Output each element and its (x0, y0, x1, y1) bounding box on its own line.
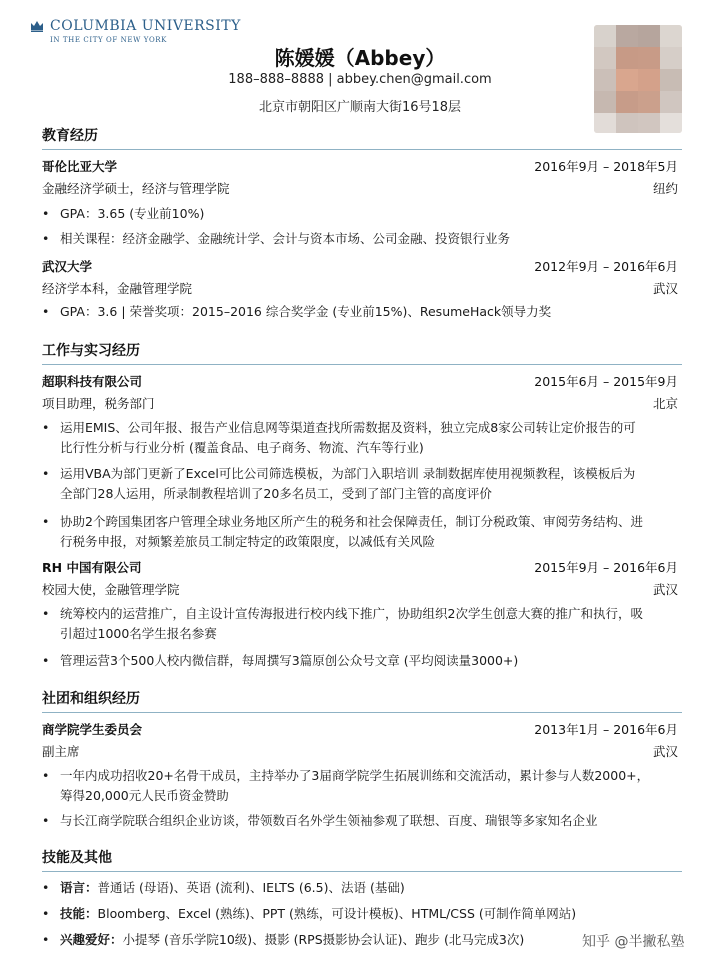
entry-header (42, 558, 678, 576)
bullet-dot-icon: • (42, 768, 50, 783)
entry-header (42, 257, 678, 275)
bullet-item: • 协助2个跨国集团客户管理全球业务地区所产生的税务和社会保障责任，制订分税政策、审阅劳务结构、进 行税务申报，对频繁差旅员工制定特定的政策限度，以减低有关风险 (42, 514, 643, 549)
section-title: 工作与实习经历 (42, 340, 682, 365)
work-section (42, 340, 682, 365)
skill-item: • 语言：普通话 (母语)、英语 (流利)、IELTS (6.5)、法语 (基础) (42, 878, 682, 898)
bullet-dot-icon: • (42, 932, 50, 947)
location: 纽约 (652, 181, 678, 196)
dates: 2016年9月 – 2018年5月 (534, 159, 678, 174)
bullet-dot-icon: • (42, 231, 50, 246)
entry-header (42, 372, 678, 390)
candidate-name: 陈媛媛（Abbey） (274, 46, 446, 70)
bullet-dot-icon: • (42, 653, 50, 668)
entry-subheader (42, 742, 678, 760)
bullet-item: • GPA：3.6 | 荣誉奖项：2015–2016 综合奖学金 (专业前15%)、ResumeHack领导力奖 (42, 302, 682, 322)
skill-item: • 技能：Bloomberg、Excel (熟练)、PPT (熟练，可设计模板)、HTML/CSS (可制作简单网站) (42, 904, 682, 924)
bullet-dot-icon: • (42, 606, 50, 621)
bullet-dot-icon: • (42, 420, 50, 435)
dates: 2012年9月 – 2016年6月 (534, 259, 678, 274)
role: 校园大使，金融管理学院 (42, 582, 180, 597)
entry-subheader (42, 580, 678, 598)
bullet-item: • 运用VBA为部门更新了Excel可比公司筛选模板，为部门入职培训 录制数据库使用视频教程，该模板后为 全部门28人运用，所录制教程培训了20多名员工，受到了部门主管的高度评价 (42, 466, 636, 501)
bullet-dot-icon: • (42, 514, 50, 529)
entry-subheader (42, 179, 678, 197)
crown-icon (30, 20, 44, 32)
organization: 武汉大学 (42, 259, 93, 274)
organization: 商学院学生委员会 (42, 722, 143, 737)
entry-header (42, 720, 678, 738)
dates: 2013年1月 – 2016年6月 (534, 722, 678, 737)
dates: 2015年6月 – 2015年9月 (534, 374, 678, 389)
dates: 2015年9月 – 2016年6月 (534, 560, 678, 575)
logo-name: COLUMBIA UNIVERSITY (50, 18, 241, 34)
bullet-dot-icon: • (42, 206, 50, 221)
bullet-item: • 与长江商学院联合组织企业访谈，带领数百名外学生领袖参观了联想、百度、瑞银等多家知名企业 (42, 811, 682, 831)
role: 金融经济学硕士，经济与管理学院 (42, 181, 230, 196)
location: 武汉 (652, 281, 678, 296)
logo-subtitle: IN THE CITY OF NEW YORK (50, 36, 167, 44)
bullet-item: • 运用EMIS、公司年报、报告产业信息网等渠道查找所需数据及资料，独立完成8家公司转让定价报告的可 比行性分析与行业分析 (覆盖食品、电子商务、物流、汽车等行业) (42, 420, 636, 455)
entry-subheader (42, 394, 678, 412)
bullet-item: • GPA：3.65 (专业前10%) (42, 204, 682, 224)
section-title: 社团和组织经历 (42, 688, 682, 713)
role: 项目助理，税务部门 (42, 396, 155, 411)
contact-info: 188–888–8888 | abbey.chen@gmail.com (228, 72, 492, 87)
bullet-dot-icon: • (42, 880, 50, 895)
watermark: 知乎 @半撇私塾 (580, 931, 686, 951)
education-section (42, 125, 682, 150)
section-title: 教育经历 (42, 125, 682, 150)
location: 武汉 (652, 582, 678, 597)
section-title: 技能及其他 (42, 847, 682, 872)
skill-item: • 兴趣爱好：小提琴 (音乐学院10级)、摄影 (RPS摄影协会认证)、跑步 (北马完成3次) (42, 930, 682, 950)
university-logo (30, 18, 241, 44)
bullet-item: • 一年内成功招收20+名骨干成员，主持举办了3届商学院学生拓展训练和交流活动，累计参与人数2000+， 筹得20,000元人民币资金赞助 (42, 768, 650, 803)
bullet-dot-icon: • (42, 466, 50, 481)
organization: 哥伦比亚大学 (42, 159, 118, 174)
bullet-item: • 相关课程：经济金融学、金融统计学、会计与资本市场、公司金融、投资银行业务 (42, 229, 682, 249)
bullet-dot-icon: • (42, 304, 50, 319)
address: 北京市朝阳区广顺南大街16号18层 (258, 100, 462, 115)
location: 武汉 (652, 744, 678, 759)
bullet-item: • 管理运营3个500人校内微信群，每周撰写3篇原创公众号文章 (平均阅读量3000+) (42, 651, 682, 671)
organization: 超职科技有限公司 (42, 374, 143, 389)
entry-subheader (42, 279, 678, 297)
organization: RH 中国有限公司 (42, 560, 142, 575)
clubs-section (42, 688, 682, 713)
role: 副主席 (42, 744, 80, 759)
bullet-dot-icon: • (42, 906, 50, 921)
bullet-item: • 统筹校内的运营推广，自主设计宣传海报进行校内线下推广，协助组织2次学生创意大赛的推广和执行，吸 引超过1000名学生报名参赛 (42, 606, 643, 641)
bullet-dot-icon: • (42, 813, 50, 828)
entry-header (42, 157, 678, 175)
location: 北京 (652, 396, 678, 411)
skills-section (42, 847, 682, 872)
role: 经济学本科，金融管理学院 (42, 281, 193, 296)
